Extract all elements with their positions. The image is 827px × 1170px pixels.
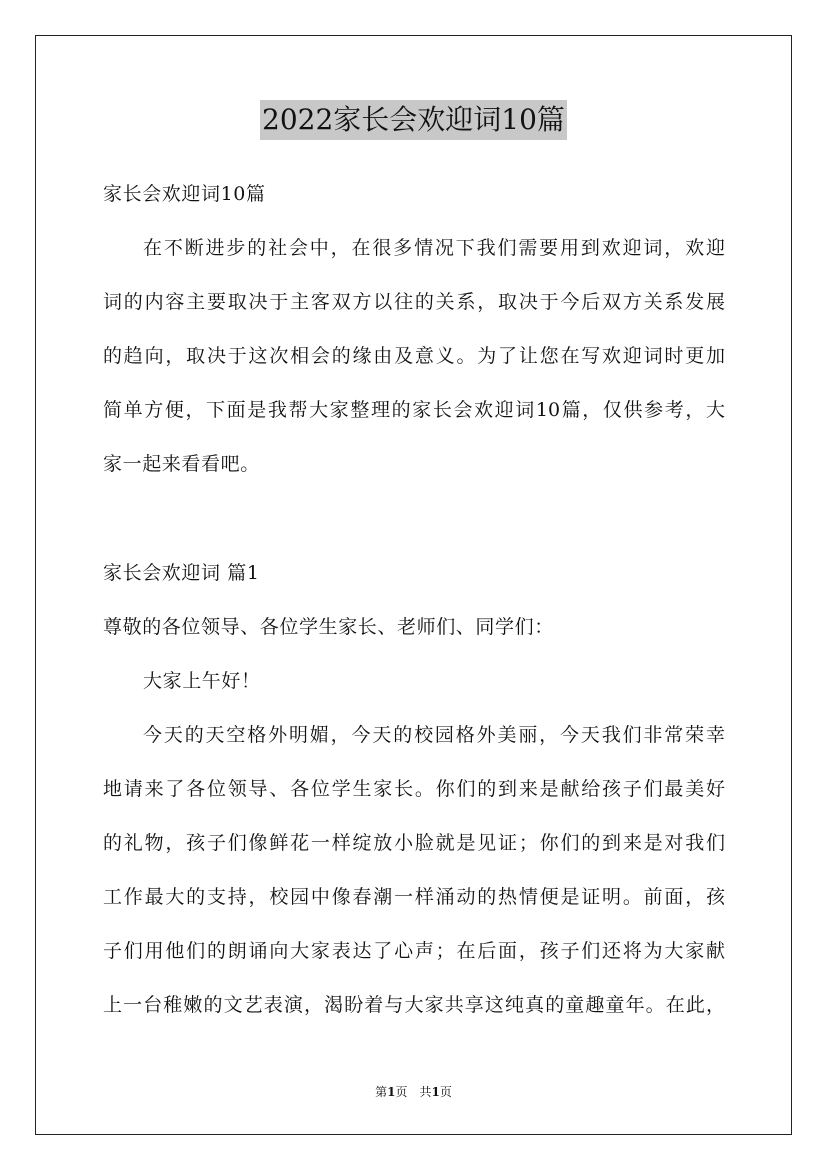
greeting: 大家上午好！ [143,670,261,692]
footer-page-total: 1 [431,1085,440,1099]
footer-page-suffix: 页 [439,1085,452,1099]
section-heading: 家长会欢迎词 篇1 [103,562,260,584]
document-subtitle: 家长会欢迎词10篇 [103,183,266,205]
body-line-5: 子们用他们的朗诵向大家表达了心声；在后面，孩子们还将为大家献 [103,940,725,962]
body-line-1: 今天的天空格外明媚，今天的校园格外美丽，今天我们非常荣幸 [143,724,725,746]
body-line-6: 上一台稚嫩的文艺表演，渴盼着与大家共享这纯真的童趣童年。在此， [103,994,725,1016]
page-footer [0,1084,827,1100]
intro-line-4: 简单方便，下面是我帮大家整理的家长会欢迎词10篇，仅供参考，大 [103,399,725,421]
body-line-4: 工作最大的支持，校园中像春潮一样涌动的热情便是证明。前面，孩 [103,886,725,908]
intro-line-3: 的趋向，取决于这次相会的缘由及意义。为了让您在写欢迎词时更加 [103,345,725,367]
footer-page-prefix: 第 [375,1085,388,1099]
footer-page-mid: 页 共 [395,1085,432,1099]
intro-line-5: 家一起来看看吧。 [103,453,260,475]
document-title: 2022家长会欢迎词10篇 [260,100,567,140]
intro-line-1: 在不断进步的社会中，在很多情况下我们需要用到欢迎词，欢迎 [143,237,725,259]
footer-page-current: 1 [387,1085,396,1099]
intro-line-2: 词的内容主要取决于主客双方以往的关系，取决于今后双方关系发展 [103,291,725,313]
title-container [0,100,827,140]
salutation: 尊敬的各位领导、各位学生家长、老师们、同学们： [103,616,554,638]
body-line-3: 的礼物，孩子们像鲜花一样绽放小脸就是见证；你们的到来是对我们 [103,832,725,854]
body-line-2: 地请来了各位领导、各位学生家长。你们的到来是献给孩子们最美好 [103,778,725,800]
